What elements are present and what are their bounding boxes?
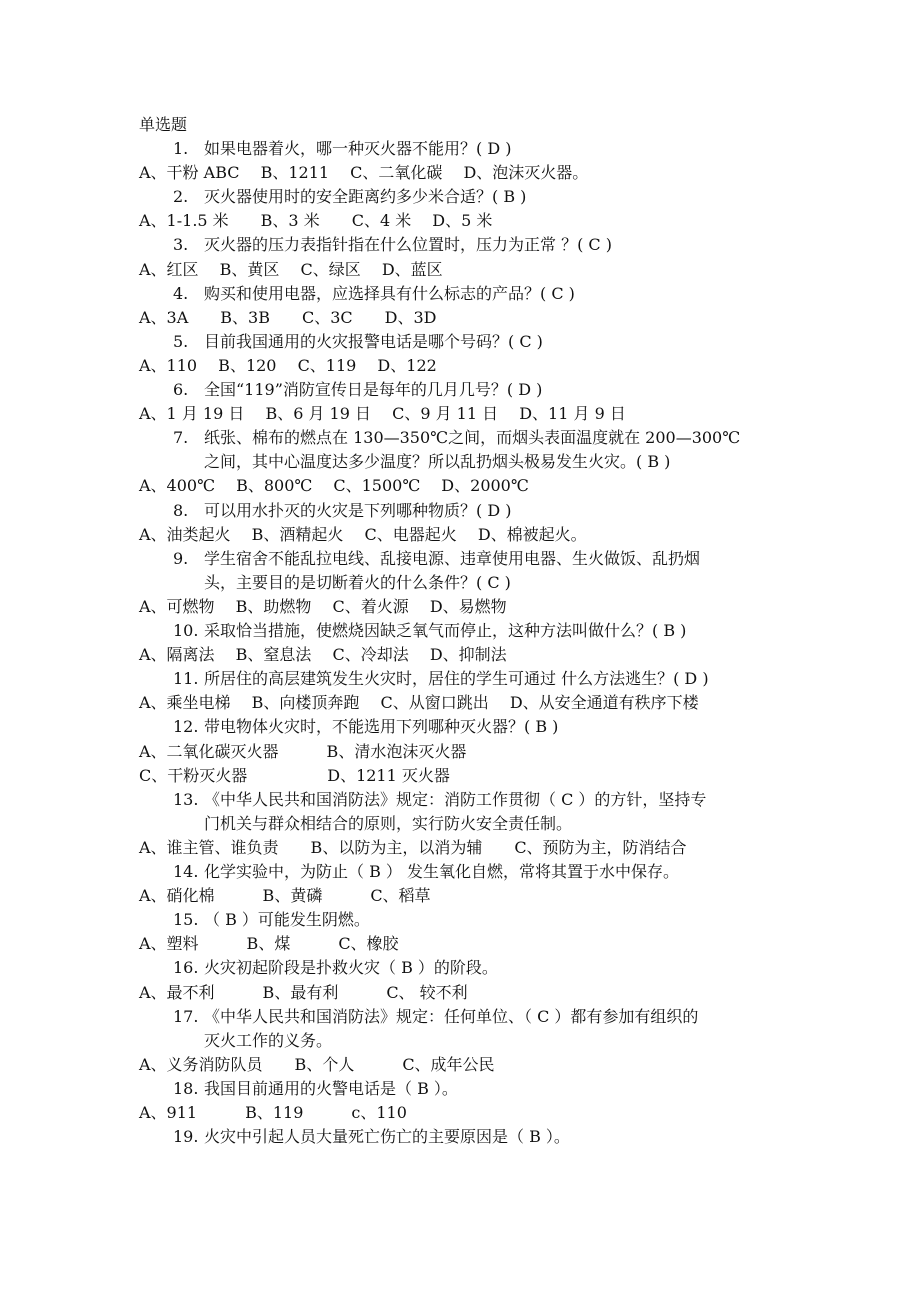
question-item xyxy=(173,908,370,932)
answer-options: A、硝化棉 B、黄磷 C、稻草 xyxy=(139,886,431,906)
question-line: 火灾初起阶段是扑救火灾（ B ）的阶段。 xyxy=(204,958,498,978)
question-number: 14. xyxy=(173,862,199,881)
question-item xyxy=(173,715,558,739)
answer-options: A、可燃物 B、助燃物 C、着火源 D、易燃物 xyxy=(139,596,507,616)
question-line: 全国“119”消防宣传日是每年的几月几号？( D ) xyxy=(204,380,543,399)
question-item xyxy=(173,547,700,595)
question-item xyxy=(173,788,706,836)
question-item xyxy=(173,1077,458,1101)
question-item xyxy=(173,378,542,402)
question-number: 2. xyxy=(173,187,189,207)
answer-options: A、塑料 B、煤 C、橡胶 xyxy=(139,934,399,954)
answer-options: A、隔离法 B、窒息法 C、冷却法 D、抑制法 xyxy=(139,645,507,665)
question-line: 学生宿舍不能乱拉电线、乱接电源、违章使用电器、生火做饭、乱扔烟 xyxy=(204,548,701,568)
question-text xyxy=(173,499,512,523)
question-item xyxy=(173,426,740,474)
question-text xyxy=(173,282,575,306)
question-item xyxy=(173,619,686,643)
question-item xyxy=(173,282,575,306)
question-item xyxy=(173,1005,698,1053)
question-line: 《中华人民共和国消防法》规定：任何单位、（ C ）都有参加有组织的 xyxy=(204,1006,699,1026)
question-text xyxy=(173,1077,458,1101)
question-line-continued: 头，主要目的是切断着火的什么条件？( C ) xyxy=(204,572,511,592)
question-item xyxy=(173,1125,570,1149)
question-text xyxy=(173,330,543,354)
answer-options: A、谁主管、谁负责 B、以防为主，以消为辅 C、预防为主，防消结合 xyxy=(139,837,687,857)
question-text xyxy=(173,956,498,980)
question-text xyxy=(173,137,512,161)
answer-options: A、油类起火 B、酒精起火 C、电器起火 D、棉被起火。 xyxy=(139,524,587,544)
question-text xyxy=(173,233,612,257)
question-line: 我国目前通用的火警电话是（ B ）。 xyxy=(204,1078,458,1098)
question-line: 目前我国通用的火灾报警电话是哪个号码？( C ) xyxy=(204,331,543,351)
answer-options: A、3A B、3B C、3C D、3D xyxy=(139,307,437,327)
answer-options: A、干粉 ABC B、1211 C、二氧化碳 D、泡沫灭火器。 xyxy=(139,163,589,183)
question-text xyxy=(173,185,526,209)
question-line: 带电物体火灾时，不能选用下列哪种灭火器？( B ) xyxy=(204,717,559,737)
answer-options: C、干粉灭火器 D、1211 灭火器 xyxy=(139,765,450,785)
question-text xyxy=(173,860,679,884)
question-text xyxy=(173,619,686,643)
question-text xyxy=(173,426,740,450)
question-text xyxy=(173,547,700,571)
question-line-continued: 门机关与群众相结合的原则，实行防火安全责任制。 xyxy=(204,813,573,833)
question-number: 15. xyxy=(173,910,199,930)
question-number: 16. xyxy=(173,958,199,978)
question-line: 火灾中引起人员大量死亡伤亡的主要原因是（ B ）。 xyxy=(204,1127,570,1147)
question-number: 13. xyxy=(173,789,199,809)
question-item xyxy=(173,667,709,691)
question-item xyxy=(173,185,526,209)
question-line: 可以用水扑灭的火灾是下列哪种物质？( D ) xyxy=(204,500,512,520)
question-line: 如果电器着火，哪一种灭火器不能用？( D ) xyxy=(204,139,512,158)
question-line: （ B ）可能发生阴燃。 xyxy=(204,910,370,930)
answer-options: A、义务消防队员 B、个人 C、成年公民 xyxy=(139,1054,495,1074)
question-item xyxy=(173,137,512,161)
question-item xyxy=(173,499,512,523)
section-heading: 单选题 xyxy=(139,115,188,134)
answer-options: A、1-1.5 米 B、3 米 C、4 米 D、5 米 xyxy=(139,211,493,231)
question-item xyxy=(173,956,498,980)
question-line: 纸张、棉布的燃点在 130—350℃之间，而烟头表面温度就在 200—300℃ xyxy=(204,428,741,448)
question-text xyxy=(173,1125,570,1149)
question-number: 5. xyxy=(173,331,189,351)
question-item xyxy=(173,233,612,257)
answer-options: A、911 B、119 c、110 xyxy=(139,1103,407,1122)
question-text xyxy=(173,715,558,739)
question-number: 3. xyxy=(173,235,189,255)
question-item xyxy=(173,860,679,884)
answer-options: A、400℃ B、800℃ C、1500℃ D、2000℃ xyxy=(139,476,529,496)
answer-options: A、1 月 19 日 B、6 月 19 日 C、9 月 11 日 D、11 月 9 日 xyxy=(139,404,626,424)
question-line: 《中华人民共和国消防法》规定：消防工作贯彻（ C ）的方针，坚持专 xyxy=(204,789,707,809)
question-number: 9. xyxy=(173,548,189,568)
question-number: 17. xyxy=(173,1006,199,1026)
question-number: 4. xyxy=(173,283,189,303)
question-number: 10. xyxy=(173,621,199,640)
question-text xyxy=(173,1005,698,1029)
question-number: 12. xyxy=(173,717,199,737)
question-number: 8. xyxy=(173,500,189,520)
question-text xyxy=(173,667,709,691)
question-line: 采取恰当措施，使燃烧因缺乏氧气而停止，这种方法叫做什么？( B ) xyxy=(204,621,687,640)
answer-options: A、最不利 B、最有利 C、 较不利 xyxy=(139,982,468,1002)
question-line: 灭火器的压力表指针指在什么位置时，压力为正常 ？( C ) xyxy=(204,235,612,255)
question-line: 所居住的高层建筑发生火灾时，居住的学生可通过 什么方法逃生？( D ) xyxy=(204,669,709,689)
question-number: 19. xyxy=(173,1127,199,1147)
question-number: 6. xyxy=(173,380,189,399)
question-text xyxy=(173,378,542,402)
answer-options: A、乘坐电梯 B、向楼顶奔跑 C、从窗口跳出 D、从安全通道有秩序下楼 xyxy=(139,693,699,713)
question-item xyxy=(173,330,543,354)
question-number: 11. xyxy=(173,669,199,689)
question-text xyxy=(173,908,370,932)
answer-options: A、110 B、120 C、119 D、122 xyxy=(139,355,437,375)
question-line-continued: 灭火工作的义务。 xyxy=(204,1030,333,1050)
question-line: 购买和使用电器，应选择具有什么标志的产品？( C ) xyxy=(204,283,575,303)
question-text xyxy=(173,788,706,812)
question-number: 18. xyxy=(173,1078,199,1098)
question-line-continued: 之间，其中心温度达多少温度？所以乱扔烟头极易发生火灾。( B ) xyxy=(204,452,671,472)
answer-options: A、红区 B、黄区 C、绿区 D、蓝区 xyxy=(139,259,443,279)
question-line: 灭火器使用时的安全距离约多少米合适？( B ) xyxy=(204,187,527,207)
question-line: 化学实验中，为防止（ B ） 发生氧化自燃，常将其置于水中保存。 xyxy=(204,862,680,881)
question-number: 1. xyxy=(173,139,189,158)
question-number: 7. xyxy=(173,428,189,448)
answer-options: A、二氧化碳灭火器 B、清水泡沫灭火器 xyxy=(139,741,467,761)
